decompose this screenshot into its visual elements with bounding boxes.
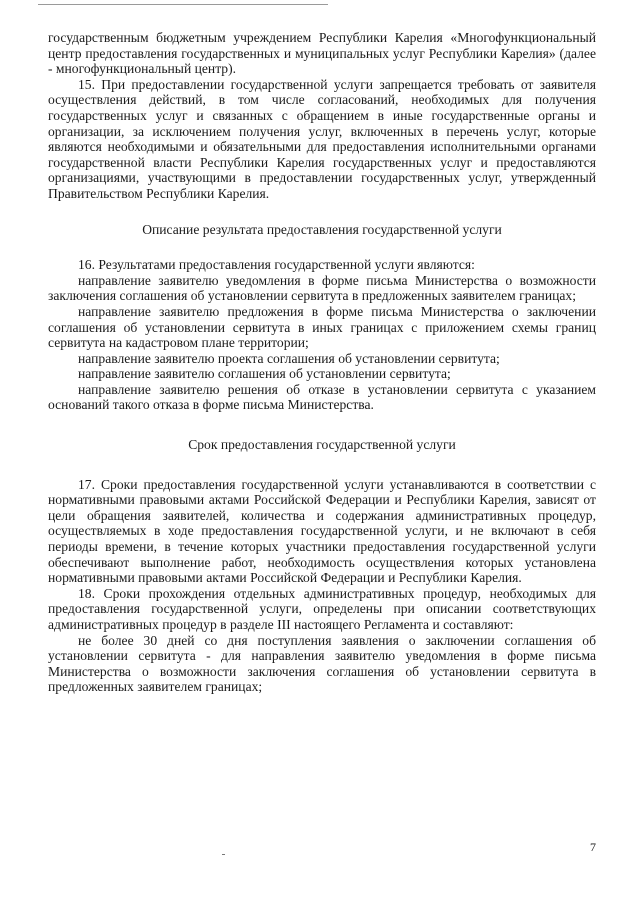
top-edge-rule <box>38 4 328 5</box>
result-item-notification: направление заявителю уведомления в форме письма Министерства о возможности заключения соглашения об установлении сервитута в предложенных заявителем границах; <box>48 272 596 304</box>
document-page <box>48 30 596 695</box>
paragraph-16: 16. Результатами предоставления государственной услуги являются: <box>78 257 475 273</box>
term-item-30-days: не более 30 дней со дня поступления заявления о заключении соглашения об установлении сервитута - для направления заявителю уведомления в форме письма Министерства о возможности заключения соглашения об установлении сервитута в предложенных заявителем границах; <box>48 632 596 695</box>
paragraph-17: 17. Сроки предоставления государственной услуги устанавливаются в соответствии с нормативными правовыми актами Российской Федерации и Республики Карелия, зависят от цели обращения заявителей, количества и содержания административных процедур, осуществляемых в ходе предоставления государственной услуги, и не включают в себя периоды времени, в течение которых участники предоставления государственной услуги обеспечивают выполнение работ, необходимость осуществления которых установлена нормативными правовыми актами Российской Федерации и Республики Карелия. <box>48 476 596 586</box>
paragraph-15: 15. При предоставлении государственной услуги запрещается требовать от заявителя осуществления действий, в том числе согласований, необходимых для получения государственных услуг и связанных с обращением в иные государственные органы и организации, за исключением получения услуг, включенных в перечень услуг, которые являются необходимыми и обязательными для предоставления исполнительными органами государственной власти Республики Карелия государственных услуг и предоставляются организациями, участвующими в предоставлении государственных услуг, утвержденный Правительством Республики Карелия. <box>48 76 596 201</box>
result-item-agreement: направление заявителю соглашения об установлении сервитута; <box>78 366 451 382</box>
scan-speck <box>222 854 225 855</box>
result-item-draft-agreement: направление заявителю проекта соглашения об установлении сервитута; <box>78 350 500 366</box>
paragraph-continuation: государственным бюджетным учреждением Республики Карелия «Многофункциональный центр предоставления государственных и муниципальных услуг Республики Карелия» (далее - многофункциональный центр). <box>48 30 596 77</box>
page-number: 7 <box>590 840 596 854</box>
result-item-proposal: направление заявителю предложения в форме письма Министерства о заключении соглашения об установлении сервитута в иных границах с приложением схемы границ сервитута на кадастровом плане территории; <box>48 303 596 351</box>
section-heading-result: Описание результата предоставления государственной услуги <box>142 221 502 237</box>
section-heading-term: Срок предоставления государственной услуги <box>188 437 456 453</box>
result-item-refusal: направление заявителю решения об отказе в установлении сервитута с указанием оснований такого отказа в форме письма Министерства. <box>48 381 596 413</box>
paragraph-18: 18. Сроки прохождения отдельных административных процедур, необходимых для предоставления государственной услуги, определены при описании соответствующих административных процедур в разделе III настоящего Регламента и составляют: <box>48 585 596 632</box>
